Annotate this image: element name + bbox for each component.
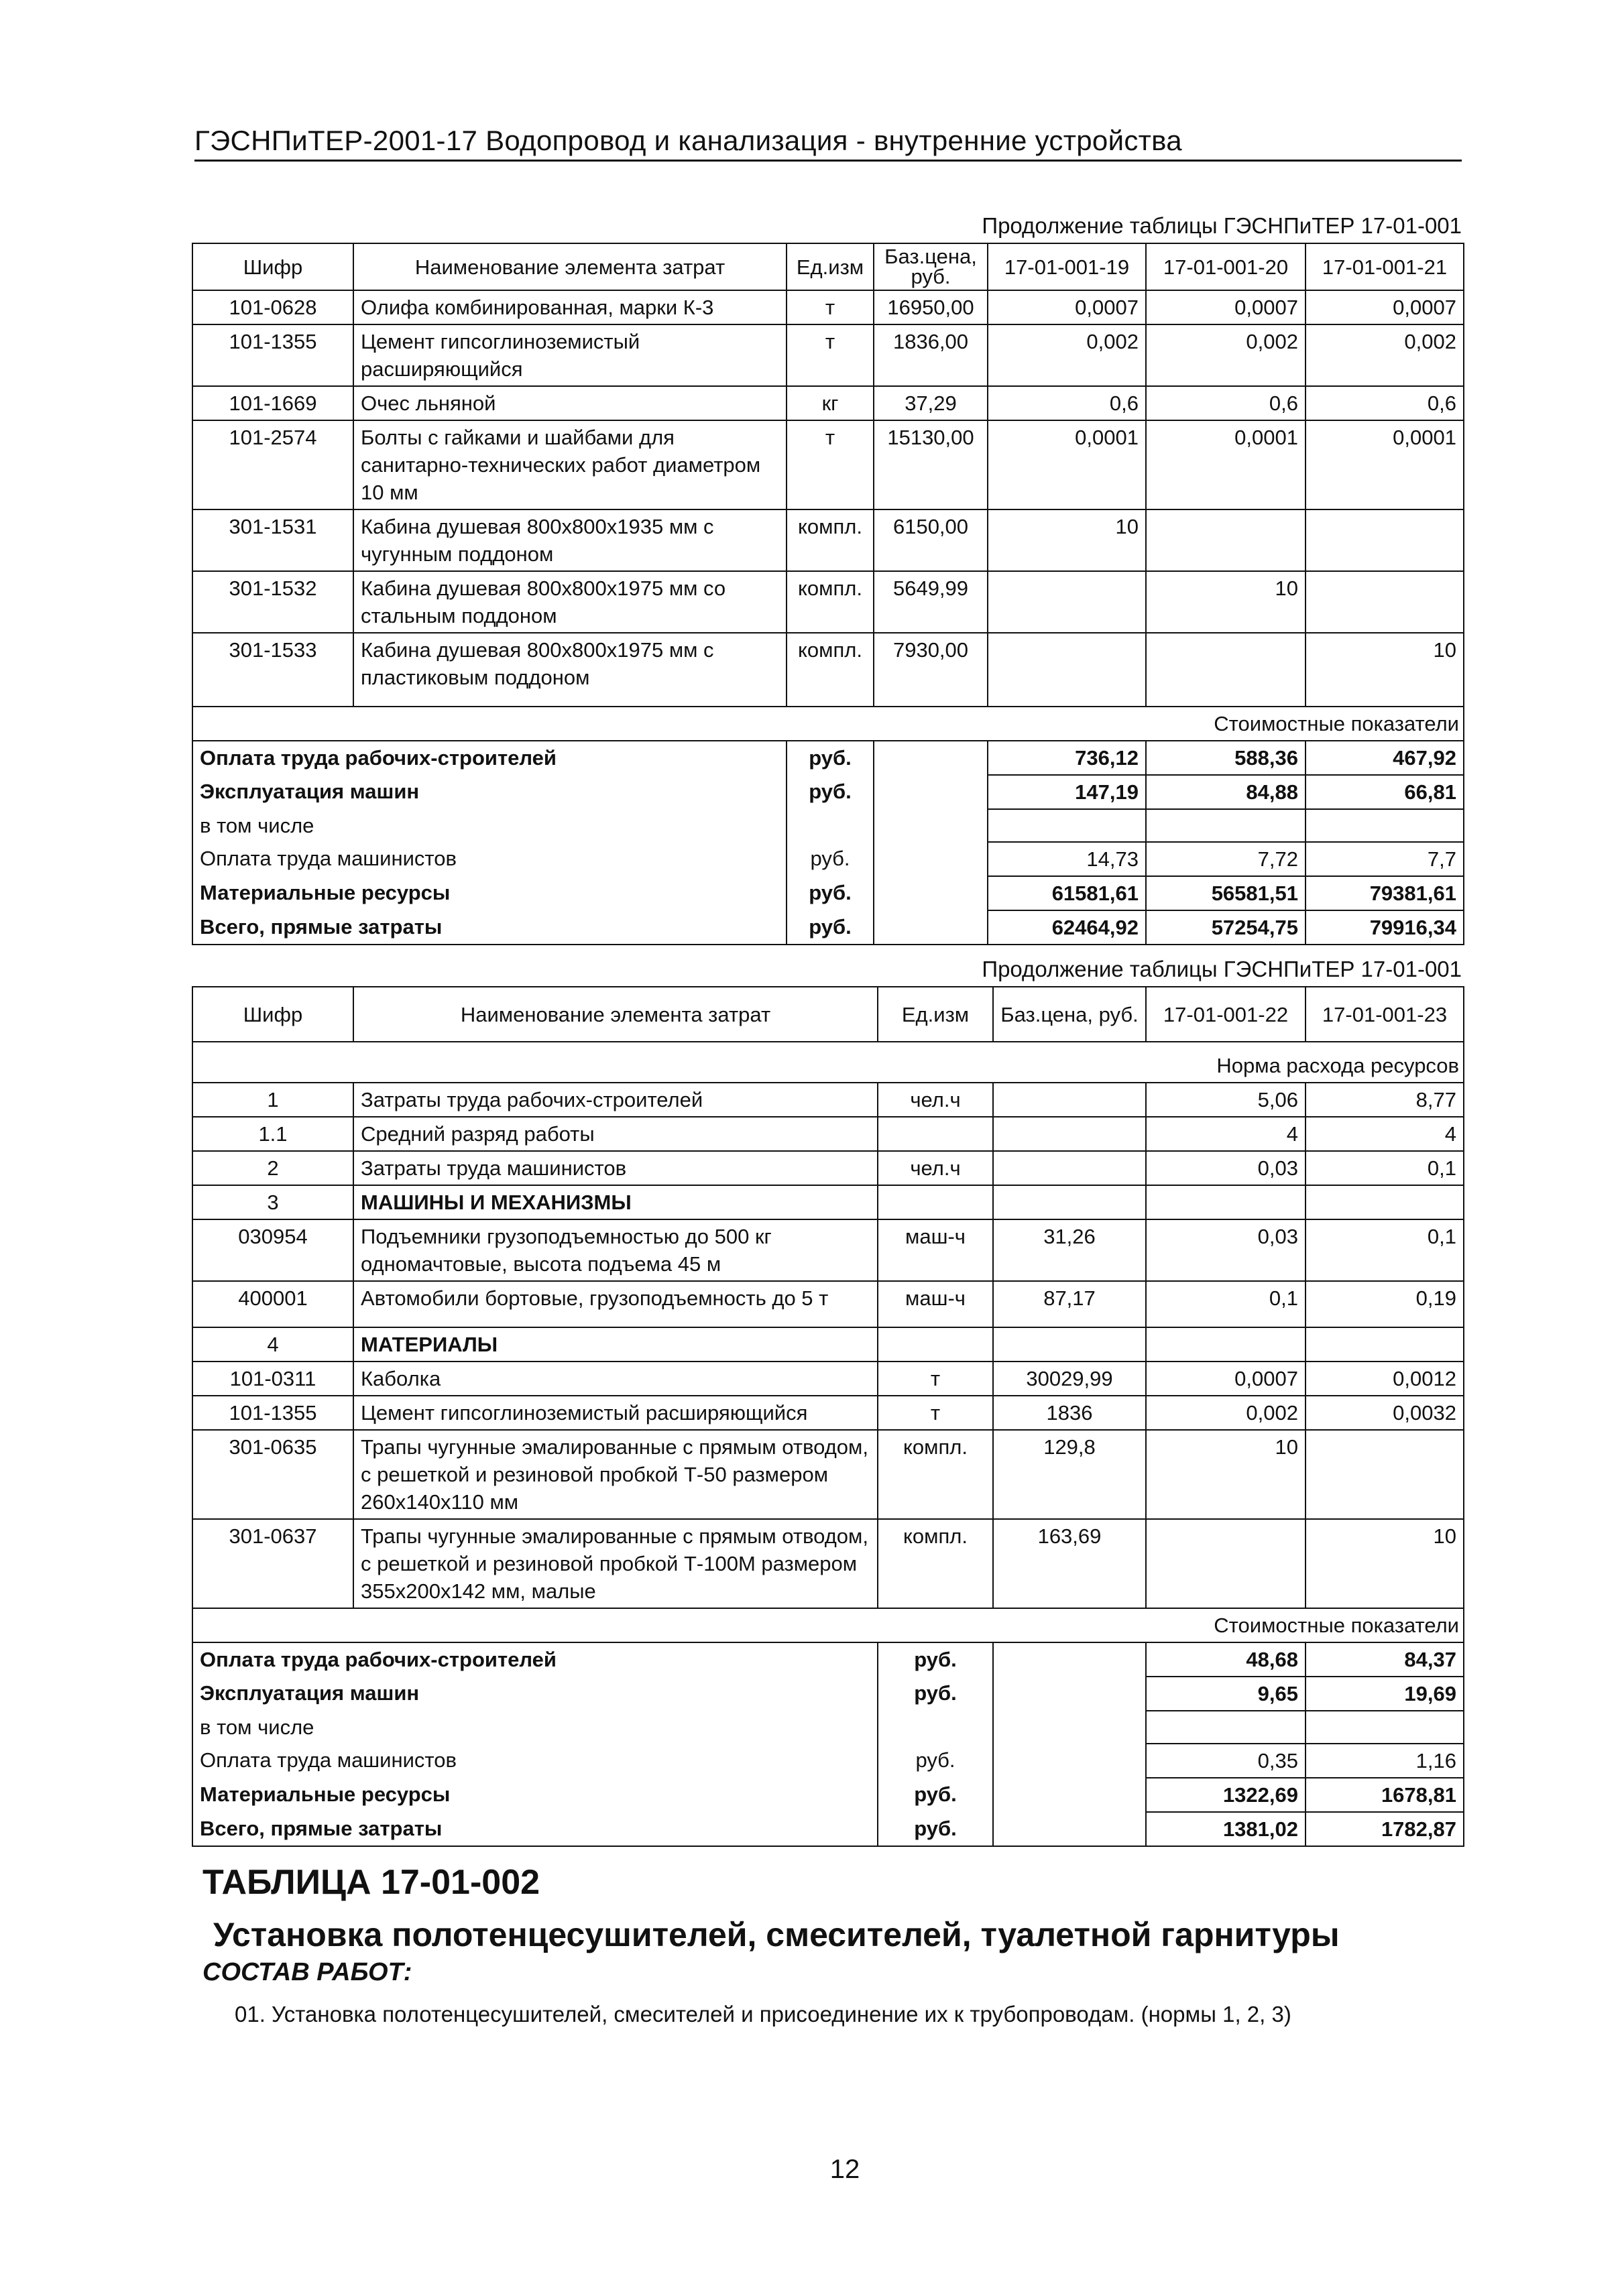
- cell-name: Цемент гипсоглиноземистый расширяющийся: [353, 1396, 878, 1430]
- cost-unit: руб.: [787, 876, 874, 910]
- cell-unit: [878, 1117, 993, 1151]
- cost-row: [192, 809, 1464, 842]
- cost-unit: руб.: [878, 1812, 993, 1846]
- cell-price: 1836,00: [874, 324, 988, 386]
- cell-norm: 0,1: [1146, 1281, 1306, 1327]
- norm-header-row: [192, 1049, 1464, 1083]
- table-row: [192, 1519, 1464, 1608]
- cost-price-empty: [874, 809, 988, 842]
- cell-unit: кг: [787, 386, 874, 420]
- cell-name: Средний разряд работы: [353, 1117, 878, 1151]
- cell-code: 101-2574: [192, 420, 353, 509]
- cost-row: [192, 1778, 1464, 1812]
- page-number: 12: [829, 2155, 860, 2184]
- table1-resource-norms: [192, 243, 1464, 945]
- cell-unit: т: [787, 324, 874, 386]
- cell-name: Кабина душевая 800х800х1975 мм со стальным поддоном: [353, 571, 787, 633]
- cell-norm: [1146, 1185, 1306, 1219]
- cost-value: 79916,34: [1306, 910, 1464, 945]
- cell-norm: 0,002: [988, 324, 1146, 386]
- cost-value: 1,16: [1306, 1744, 1464, 1778]
- cost-value: 84,37: [1306, 1642, 1464, 1677]
- cost-value: 588,36: [1146, 741, 1306, 775]
- table-row: [192, 1117, 1464, 1151]
- col-header-price: Баз.цена, руб.: [993, 987, 1146, 1042]
- col-header-unit: Ед.изм: [787, 243, 874, 290]
- cell-code: 3: [192, 1185, 353, 1219]
- cell-price: 7930,00: [874, 633, 988, 707]
- cell-norm: [1306, 1430, 1464, 1519]
- cell-norm: [988, 633, 1146, 707]
- table2-continuation-label: Продолжение таблицы ГЭСНПиТЕР 17-01-001: [982, 957, 1462, 981]
- cell-unit: т: [878, 1396, 993, 1430]
- table-row: [192, 1281, 1464, 1327]
- cell-norm: 0,6: [988, 386, 1146, 420]
- cost-unit: руб.: [787, 775, 874, 809]
- table-row: [192, 1219, 1464, 1281]
- cell-norm: [988, 571, 1146, 633]
- cell-name: Затраты труда машинистов: [353, 1151, 878, 1185]
- cost-value: 1322,69: [1146, 1778, 1306, 1812]
- cost-name: Оплата труда рабочих-строителей: [192, 1642, 878, 1677]
- cell-norm: [1306, 1327, 1464, 1362]
- cost-row: [192, 1812, 1464, 1846]
- cell-code: 2: [192, 1151, 353, 1185]
- cell-norm: 0,0007: [1146, 1362, 1306, 1396]
- cost-price-empty: [993, 1677, 1146, 1711]
- cell-norm: [1146, 633, 1306, 707]
- cell-name: Трапы чугунные эмалированные с прямым отводом, с решеткой и резиновой пробкой Т-50 размером 260х140х110 мм: [353, 1430, 878, 1519]
- cost-price-empty: [874, 876, 988, 910]
- cost-row: [192, 876, 1464, 910]
- cell-price: 31,26: [993, 1219, 1146, 1281]
- col-header-code: Шифр: [192, 243, 353, 290]
- cell-price: 1836: [993, 1396, 1146, 1430]
- cell-price: 163,69: [993, 1519, 1146, 1608]
- col-header-norm-22: 17-01-001-22: [1146, 987, 1306, 1042]
- cost-unit: [878, 1711, 993, 1744]
- cost-row: [192, 1744, 1464, 1778]
- cell-norm: 0,1: [1306, 1219, 1464, 1281]
- col-header-norm-23: 17-01-001-23: [1306, 987, 1464, 1042]
- cost-row: [192, 775, 1464, 809]
- cell-code: 400001: [192, 1281, 353, 1327]
- section-row: [192, 1327, 1464, 1362]
- cost-row: [192, 842, 1464, 876]
- cost-unit: руб.: [878, 1642, 993, 1677]
- col-header-price: Баз.цена, руб.: [874, 243, 988, 290]
- cell-norm: 0,0001: [1306, 420, 1464, 509]
- table-row: [192, 1430, 1464, 1519]
- cost-value: 48,68: [1146, 1642, 1306, 1677]
- cell-code: 101-0311: [192, 1362, 353, 1396]
- document-header-title: ГЭСНПиТЕР-2001-17 Водопровод и канализация - внутренние устройства: [194, 125, 1182, 156]
- cost-header: Стоимостные показатели: [192, 1608, 1464, 1642]
- cell-norm: 0,0032: [1306, 1396, 1464, 1430]
- cell-norm: 8,77: [1306, 1083, 1464, 1117]
- cost-name: Оплата труда рабочих-строителей: [192, 741, 787, 775]
- cell-code: 301-0637: [192, 1519, 353, 1608]
- cell-norm: 0,0007: [988, 290, 1146, 324]
- cost-name: в том числе: [192, 1711, 878, 1744]
- cell-price: 37,29: [874, 386, 988, 420]
- cell-norm: [1306, 1185, 1464, 1219]
- cell-price: 15130,00: [874, 420, 988, 509]
- cell-code: 101-1355: [192, 324, 353, 386]
- cost-value: 1678,81: [1306, 1778, 1464, 1812]
- cost-row: [192, 741, 1464, 775]
- cell-code: 301-1532: [192, 571, 353, 633]
- table-row: [192, 1151, 1464, 1185]
- cost-value: [1146, 809, 1306, 842]
- col-header-name: Наименование элемента затрат: [353, 987, 878, 1042]
- cell-code: 101-1355: [192, 1396, 353, 1430]
- cost-value: 1782,87: [1306, 1812, 1464, 1846]
- cell-name: Автомобили бортовые, грузоподъемность до 5 т: [353, 1281, 878, 1327]
- cell-name: Кабина душевая 800х800х1935 мм с чугунным поддоном: [353, 509, 787, 571]
- cell-code: 4: [192, 1327, 353, 1362]
- cell-unit: чел.ч: [878, 1151, 993, 1185]
- cell-unit: компл.: [787, 509, 874, 571]
- cost-name: Эксплуатация машин: [192, 1677, 878, 1711]
- cost-unit: руб.: [878, 1677, 993, 1711]
- cost-unit: [787, 809, 874, 842]
- cell-norm: 0,0001: [1146, 420, 1306, 509]
- cost-unit: руб.: [878, 1744, 993, 1778]
- cost-price-empty: [993, 1744, 1146, 1778]
- cost-value: [1306, 809, 1464, 842]
- table-row: [192, 633, 1464, 707]
- col-header-code: Шифр: [192, 987, 353, 1042]
- cell-price: [993, 1083, 1146, 1117]
- cell-norm: 0,0007: [1306, 290, 1464, 324]
- table-row: [192, 509, 1464, 571]
- cell-unit: маш-ч: [878, 1219, 993, 1281]
- cell-name: Каболка: [353, 1362, 878, 1396]
- cell-norm: [1306, 571, 1464, 633]
- cell-norm: 10: [1306, 1519, 1464, 1608]
- table1-header-row: [192, 243, 1464, 290]
- cost-name: Материальные ресурсы: [192, 1778, 878, 1812]
- cost-value: 9,65: [1146, 1677, 1306, 1711]
- cost-value: 79381,61: [1306, 876, 1464, 910]
- table-row: [192, 571, 1464, 633]
- cost-unit: руб.: [787, 741, 874, 775]
- cell-unit: т: [787, 290, 874, 324]
- table1-continuation-label: Продолжение таблицы ГЭСНПиТЕР 17-01-001: [982, 213, 1462, 238]
- table-subtitle: Установка полотенцесушителей, смесителей, туалетной гарнитуры: [213, 1916, 1340, 1953]
- cost-price-empty: [993, 1711, 1146, 1744]
- table-row: [192, 420, 1464, 509]
- cost-value: [1306, 1711, 1464, 1744]
- cost-name: Всего, прямые затраты: [192, 910, 787, 945]
- cost-header-row: [192, 707, 1464, 741]
- cell-norm: 0,6: [1146, 386, 1306, 420]
- section-row: [192, 1185, 1464, 1219]
- cell-name: МАШИНЫ И МЕХАНИЗМЫ: [353, 1185, 878, 1219]
- cell-norm: 0,0001: [988, 420, 1146, 509]
- cost-value: 66,81: [1306, 775, 1464, 809]
- cell-name: Цемент гипсоглиноземистый расширяющийся: [353, 324, 787, 386]
- cell-code: 101-0628: [192, 290, 353, 324]
- cost-header-row: [192, 1608, 1464, 1642]
- cell-name: Затраты труда рабочих-строителей: [353, 1083, 878, 1117]
- cost-value: 84,88: [1146, 775, 1306, 809]
- col-header-norm-20: 17-01-001-20: [1146, 243, 1306, 290]
- work-composition-item: 01. Установка полотенцесушителей, смесителей и присоединение их к трубопроводам. (нормы 1, 2, 3): [235, 2002, 1291, 2027]
- cell-price: [993, 1327, 1146, 1362]
- cost-price-empty: [874, 741, 988, 775]
- cell-norm: 0,19: [1306, 1281, 1464, 1327]
- cell-norm: [1146, 509, 1306, 571]
- cell-unit: маш-ч: [878, 1281, 993, 1327]
- table-row: [192, 1362, 1464, 1396]
- cell-norm: [1146, 1519, 1306, 1608]
- cost-name: в том числе: [192, 809, 787, 842]
- cell-norm: 10: [988, 509, 1146, 571]
- cost-value: 56581,51: [1146, 876, 1306, 910]
- cell-code: 301-0635: [192, 1430, 353, 1519]
- header-rule: [194, 160, 1462, 162]
- cell-name: Подъемники грузоподъемностью до 500 кг одномачтовые, высота подъема 45 м: [353, 1219, 878, 1281]
- cost-price-empty: [993, 1812, 1146, 1846]
- cell-name: Очес льняной: [353, 386, 787, 420]
- cost-value: 19,69: [1306, 1677, 1464, 1711]
- cell-unit: т: [787, 420, 874, 509]
- cost-unit: руб.: [787, 842, 874, 876]
- cell-unit: компл.: [787, 571, 874, 633]
- cost-row: [192, 1711, 1464, 1744]
- col-header-norm-21: 17-01-001-21: [1306, 243, 1464, 290]
- cell-norm: 0,6: [1306, 386, 1464, 420]
- cell-norm: 0,002: [1146, 324, 1306, 386]
- cell-norm: 10: [1306, 633, 1464, 707]
- table-title: ТАБЛИЦА 17-01-002: [202, 1863, 540, 1902]
- cost-price-empty: [993, 1778, 1146, 1812]
- cost-price-empty: [874, 910, 988, 945]
- col-header-norm-19: 17-01-001-19: [988, 243, 1146, 290]
- cell-unit: чел.ч: [878, 1083, 993, 1117]
- cell-price: 129,8: [993, 1430, 1146, 1519]
- cost-name: Оплата труда машинистов: [192, 842, 787, 876]
- cost-name: Эксплуатация машин: [192, 775, 787, 809]
- table-row: [192, 1396, 1464, 1430]
- cell-price: 16950,00: [874, 290, 988, 324]
- cell-norm: 0,002: [1306, 324, 1464, 386]
- cost-price-empty: [874, 842, 988, 876]
- cell-norm: [1146, 1327, 1306, 1362]
- cost-name: Материальные ресурсы: [192, 876, 787, 910]
- cost-value: 61581,61: [988, 876, 1146, 910]
- table-row: [192, 1083, 1464, 1117]
- table-row: [192, 386, 1464, 420]
- cell-name: Кабина душевая 800х800х1975 мм с пластиковым поддоном: [353, 633, 787, 707]
- cell-unit: компл.: [878, 1519, 993, 1608]
- cell-name: Трапы чугунные эмалированные с прямым отводом, с решеткой и резиновой пробкой Т-100М размером 355х200х142 мм, малые: [353, 1519, 878, 1608]
- cell-norm: 5,06: [1146, 1083, 1306, 1117]
- cost-value: 147,19: [988, 775, 1146, 809]
- cell-code: 030954: [192, 1219, 353, 1281]
- cost-name: Всего, прямые затраты: [192, 1812, 878, 1846]
- cost-value: 7,7: [1306, 842, 1464, 876]
- cost-value: 62464,92: [988, 910, 1146, 945]
- table2-resource-norms: [192, 986, 1464, 1847]
- cell-norm: [1306, 509, 1464, 571]
- cost-price-empty: [993, 1642, 1146, 1677]
- cell-price: 6150,00: [874, 509, 988, 571]
- cell-price: 87,17: [993, 1281, 1146, 1327]
- cost-unit: руб.: [878, 1778, 993, 1812]
- cost-value: 7,72: [1146, 842, 1306, 876]
- cell-unit: [878, 1327, 993, 1362]
- cost-header: Стоимостные показатели: [192, 707, 1464, 741]
- col-header-unit: Ед.изм: [878, 987, 993, 1042]
- cost-name: Оплата труда машинистов: [192, 1744, 878, 1778]
- cost-value: 0,35: [1146, 1744, 1306, 1778]
- cell-norm: 0,1: [1306, 1151, 1464, 1185]
- cell-code: 101-1669: [192, 386, 353, 420]
- cell-name: Болты с гайками и шайбами для санитарно-технических работ диаметром 10 мм: [353, 420, 787, 509]
- cell-price: [993, 1185, 1146, 1219]
- cost-row: [192, 910, 1464, 945]
- cost-value: 467,92: [1306, 741, 1464, 775]
- cell-price: [993, 1117, 1146, 1151]
- cell-code: 1: [192, 1083, 353, 1117]
- cell-norm: 0,002: [1146, 1396, 1306, 1430]
- cell-unit: компл.: [878, 1430, 993, 1519]
- cost-value: 57254,75: [1146, 910, 1306, 945]
- cell-code: 1.1: [192, 1117, 353, 1151]
- cell-name: Олифа комбинированная, марки К-3: [353, 290, 787, 324]
- cell-unit: компл.: [787, 633, 874, 707]
- cell-price: [993, 1151, 1146, 1185]
- col-header-name: Наименование элемента затрат: [353, 243, 787, 290]
- cost-value: 1381,02: [1146, 1812, 1306, 1846]
- cost-price-empty: [874, 775, 988, 809]
- work-composition-title: СОСТАВ РАБОТ:: [202, 1958, 412, 1986]
- table2-header-row: [192, 987, 1464, 1042]
- norm-header: Норма расхода ресурсов: [192, 1049, 1464, 1083]
- cost-value: [1146, 1711, 1306, 1744]
- cost-value: [988, 809, 1146, 842]
- cell-norm: 4: [1306, 1117, 1464, 1151]
- cost-value: 14,73: [988, 842, 1146, 876]
- cell-code: 301-1533: [192, 633, 353, 707]
- cell-norm: 0,03: [1146, 1219, 1306, 1281]
- cell-norm: 10: [1146, 571, 1306, 633]
- cell-unit: т: [878, 1362, 993, 1396]
- cost-row: [192, 1677, 1464, 1711]
- cell-norm: 0,0012: [1306, 1362, 1464, 1396]
- cell-unit: [878, 1185, 993, 1219]
- cost-unit: руб.: [787, 910, 874, 945]
- cell-price: 5649,99: [874, 571, 988, 633]
- table-row: [192, 324, 1464, 386]
- cost-row: [192, 1642, 1464, 1677]
- spacer-row: [192, 1042, 1464, 1049]
- cell-name: МАТЕРИАЛЫ: [353, 1327, 878, 1362]
- cell-norm: 10: [1146, 1430, 1306, 1519]
- table-row: [192, 290, 1464, 324]
- cell-norm: 0,0007: [1146, 290, 1306, 324]
- cell-price: 30029,99: [993, 1362, 1146, 1396]
- cell-norm: 4: [1146, 1117, 1306, 1151]
- cost-value: 736,12: [988, 741, 1146, 775]
- cell-norm: 0,03: [1146, 1151, 1306, 1185]
- cell-code: 301-1531: [192, 509, 353, 571]
